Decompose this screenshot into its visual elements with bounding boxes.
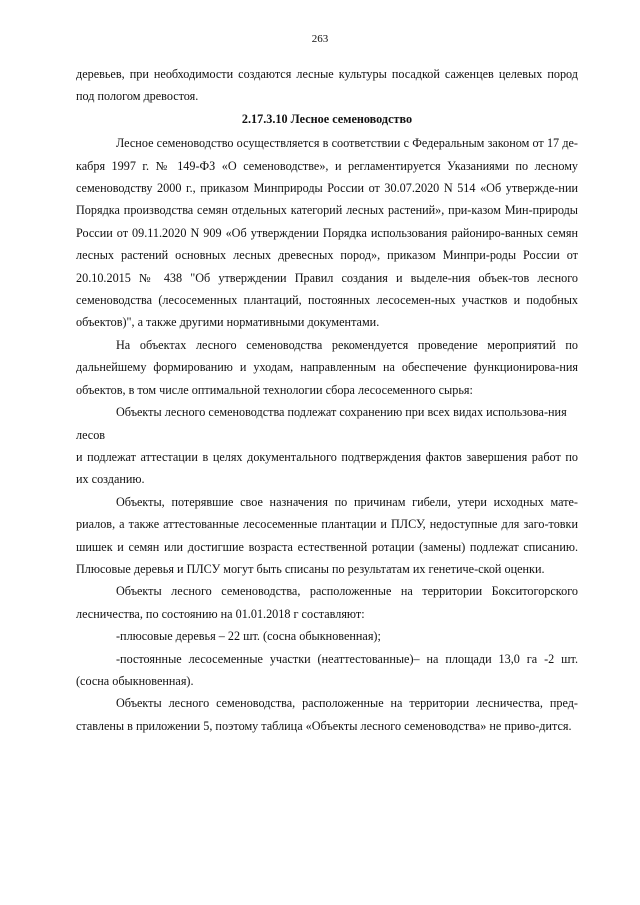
list-item: -постоянные лесосеменные участки (неаттестованные)– на площади 13,0 га -2 шт. (сосна обыкновенная). xyxy=(76,651,578,688)
paragraph: На объектах лесного семеноводства рекомендуется проведение мероприятий по дальнейшему формированию и уходам, направленным на обеспечение функционирова-ния объектов, в том числе оптимальной технологии сбора лесосеменного сырья: xyxy=(76,337,578,397)
paragraph: Лесное семеноводство осуществляется в соответствии с Федеральным законом от 17 де-кабря 1997 г. № 149-ФЗ «О семеноводстве», и регламентируется Указаниями по лесному семеноводству 2000 г., приказом Минприроды России от 30.07.2020 N 514 «Об утвержде-нии Порядка производства семян отдельных категорий лесных растений», при-казом Мин-природы России от 09.11.2020 N 909 «Об утверждении Порядка использования райониро-ванных семян лесных растений основных лесных древесных пород», приказом Минпри-роды России от 20.10.2015 № 438 "Об утверждении Правил создания и выделе-ния объек-тов лесного семеноводства (лесосеменных плантаций, постоянных лесосемен-ных участков и подобных объектов)", а также другими нормативными документами. xyxy=(76,136,578,330)
paragraph: Объекты лесного семеноводства подлежат сохранению при всех видах использова-ния лесов xyxy=(76,405,567,442)
paragraph: Объекты, потерявшие свое назначения по причинам гибели, утери исходных мате-риалов, а также аттестованные лесосеменные плантации и ПЛСУ, недоступные для заго-товки шишек и семян или достигшие возраста естественной ротации (замены) подлежат списанию. Плюсовые деревья и ПЛСУ могут быть списаны по результатам их генетиче-ской оценки. xyxy=(76,494,578,576)
list-item: -плюсовые деревья – 22 шт. (сосна обыкновенная); xyxy=(116,629,381,644)
paragraph: Объекты лесного семеноводства, расположенные на территории лесничества, пред-ставлены в приложении 5, поэтому таблица «Объекты лесного семеноводства» не приво-дится. xyxy=(76,696,578,733)
paragraph-continuation: деревьев, при необходимости создаются лесные культуры посадкой саженцев целевых пород под пологом древостоя. xyxy=(76,67,578,104)
page-number: 263 xyxy=(311,33,329,45)
paragraph: Объекты лесного семеноводства, расположенные на территории Бокситогорского лесничества, по состоянию на 01.01.2018 г составляют: xyxy=(76,584,578,621)
paragraph: и подлежат аттестации в целях документального подтверждения фактов завершения работ по их созданию. xyxy=(76,449,578,487)
section-heading: 2.17.3.10 Лесное семеноводство xyxy=(241,111,413,126)
document-body xyxy=(76,63,578,737)
